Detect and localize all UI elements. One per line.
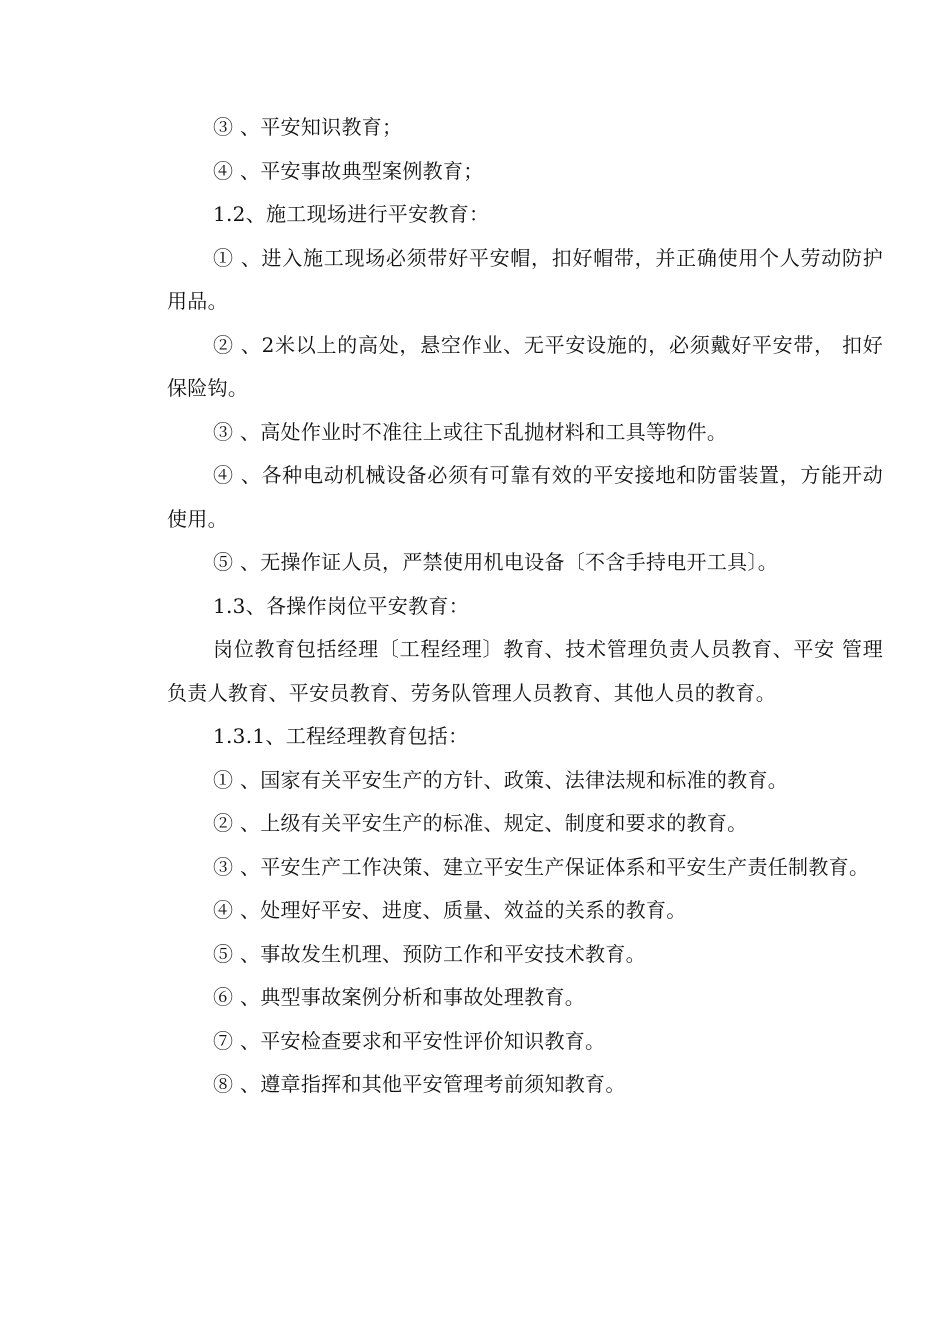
paragraph: ③ 、平安知识教育； [213,115,403,139]
paragraph: ① 、国家有关平安生产的方针、政策、法律法规和标准的教育。 [213,767,789,792]
paragraph: ① 、进入施工现场必须带好平安帽，扣好帽带，并正确使用个人劳动防护用品。 [167,245,883,313]
section-heading: 1.3.1、工程经理教育包括： [213,724,469,748]
paragraph: ④ 、各种电动机械设备必须有可靠有效的平安接地和防雷装置，方能开动使用。 [167,463,883,531]
paragraph: ③ 、高处作业时不准往上或往下乱抛材料和工具等物件。 [213,419,728,444]
paragraph: ⑤ 、事故发生机理、预防工作和平安技术教育。 [213,941,646,966]
paragraph: ⑦ 、平安检查要求和平安性评价知识教育。 [213,1028,606,1053]
paragraph: ⑥ 、典型事故案例分析和事故处理教育。 [213,985,586,1009]
section-heading: 1.3、各操作岗位平安教育： [213,593,470,618]
paragraph: ② 、上级有关平安生产的标准、规定、制度和要求的教育。 [213,811,748,835]
paragraph: ④ 、平安事故典型案例教育； [213,158,484,183]
paragraph: ⑧ 、遵章指挥和其他平安管理考前须知教育。 [213,1072,626,1096]
section-heading: 1.2、施工现场进行平安教育： [213,202,490,226]
paragraph: ⑤ 、无操作证人员，严禁使用机电设备〔不含手持电开工具〕。 [213,550,779,574]
paragraph: ④ 、处理好平安、进度、质量、效益的关系的教育。 [213,898,687,922]
paragraph: 岗位教育包括经理〔工程经理〕教育、技术管理负责人员教育、平安 管理负责人教育、平安员教育、劳务队管理人员教育、其他人员的教育。 [167,637,883,705]
paragraph: ③ 、平安生产工作决策、建立平安生产保证体系和平安生产责任制教育。 [213,854,870,879]
paragraph: ② 、2米以上的高处，悬空作业、无平安设施的，必须戴好平安带， 扣好保险钩。 [167,332,883,400]
document-body [167,106,883,1107]
